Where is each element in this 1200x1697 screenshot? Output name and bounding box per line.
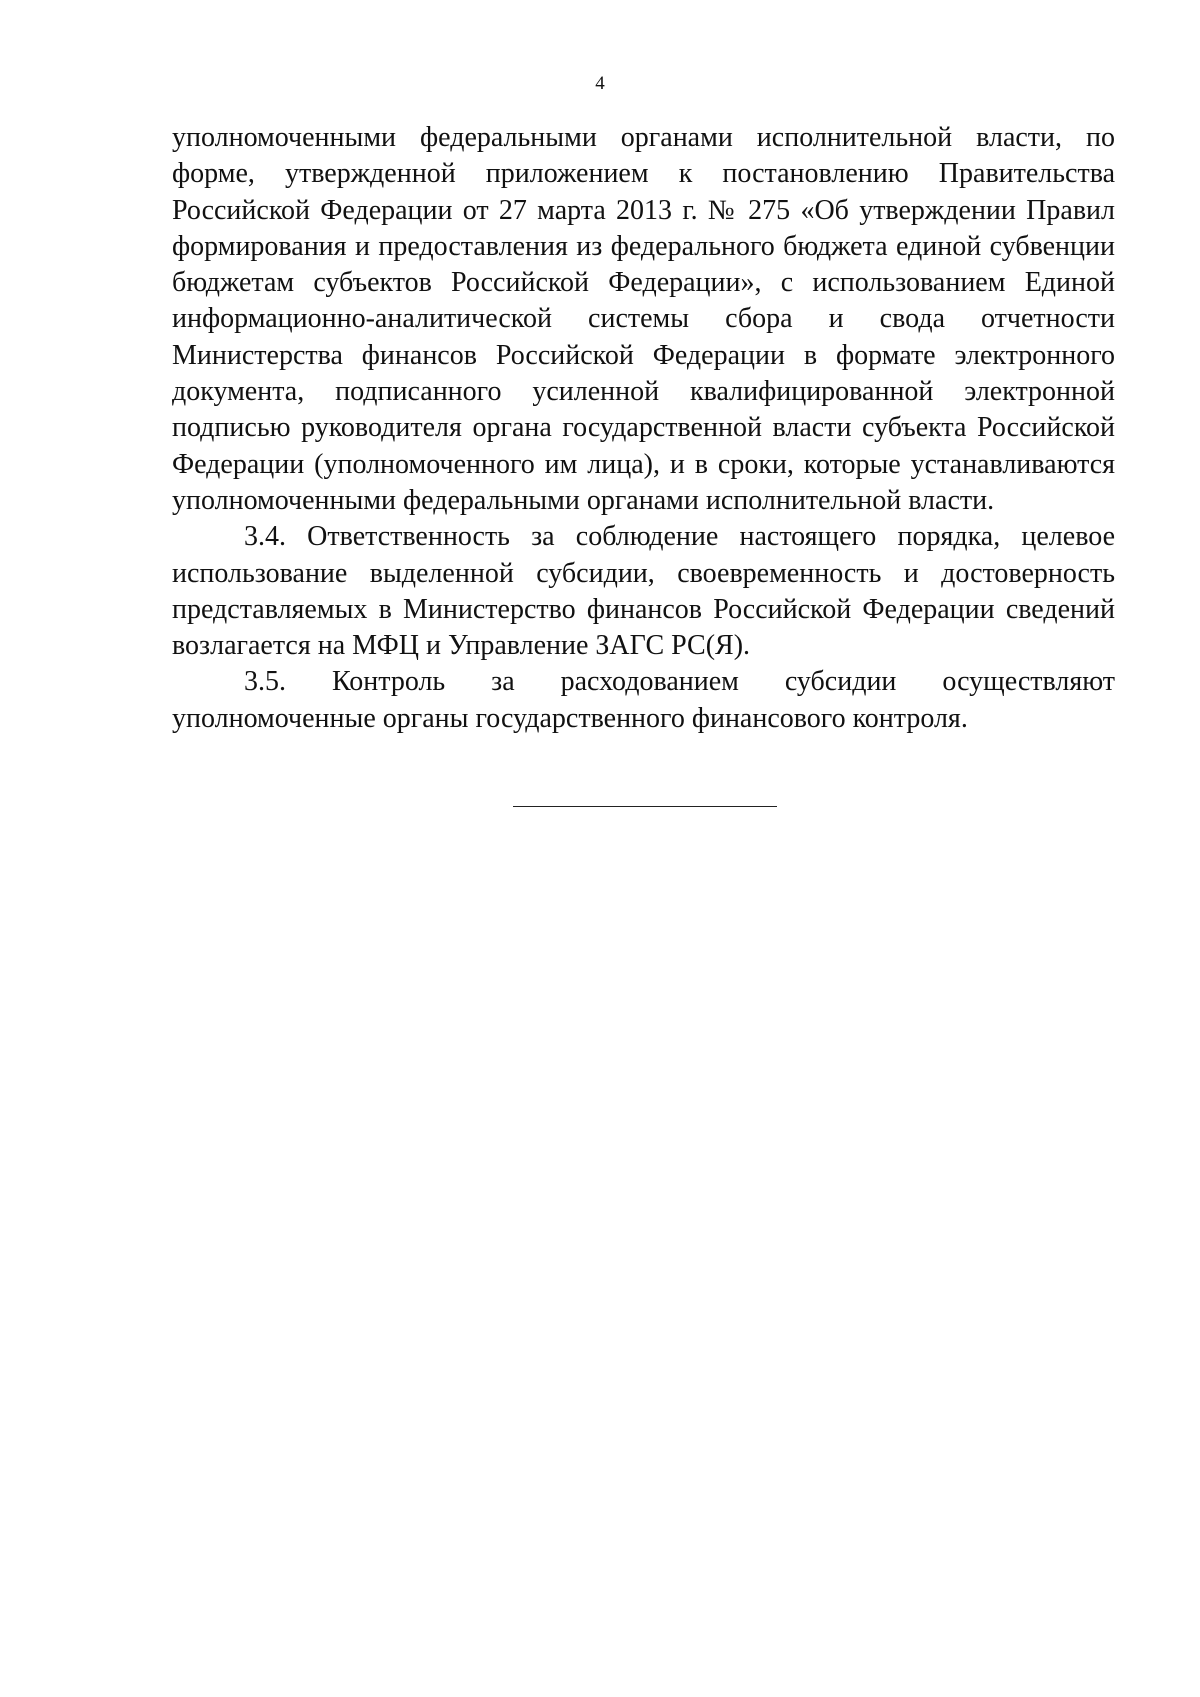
document-body	[172, 120, 1115, 737]
paragraph-continuation: уполномоченными федеральными органами исполнительной власти, по форме, утвержденной приложением к постановлению Правительства Российской Федерации от 27 марта 2013 г. № 275 «Об утверждении Правил формирования и предоставления из федерального бюджета единой субвенции бюджетам субъектов Российской Федерации», с использованием Единой информационно-аналитической системы сбора и свода отчетности Министерства финансов Российской Федерации в формате электронного документа, подписанного усиленной квалифицированной электронной подписью руководителя органа государственной власти субъекта Российской Федерации (уполномоченного им лица), и в сроки, которые устанавливаются уполномоченными федеральными органами исполнительной власти.	[172, 122, 1115, 516]
page-number: 4	[595, 73, 605, 94]
paragraph-3-4: 3.4. Ответственность за соблюдение настоящего порядка, целевое использование выделенной субсидии, своевременность и достоверность представляемых в Министерство финансов Российской Федерации сведений возлагается на МФЦ и Управление ЗАГС РС(Я).	[172, 521, 1115, 662]
paragraph-3-5: 3.5. Контроль за расходованием субсидии осуществляют уполномоченные органы государственного финансового контроля.	[172, 666, 1115, 734]
end-separator-line	[513, 806, 777, 807]
